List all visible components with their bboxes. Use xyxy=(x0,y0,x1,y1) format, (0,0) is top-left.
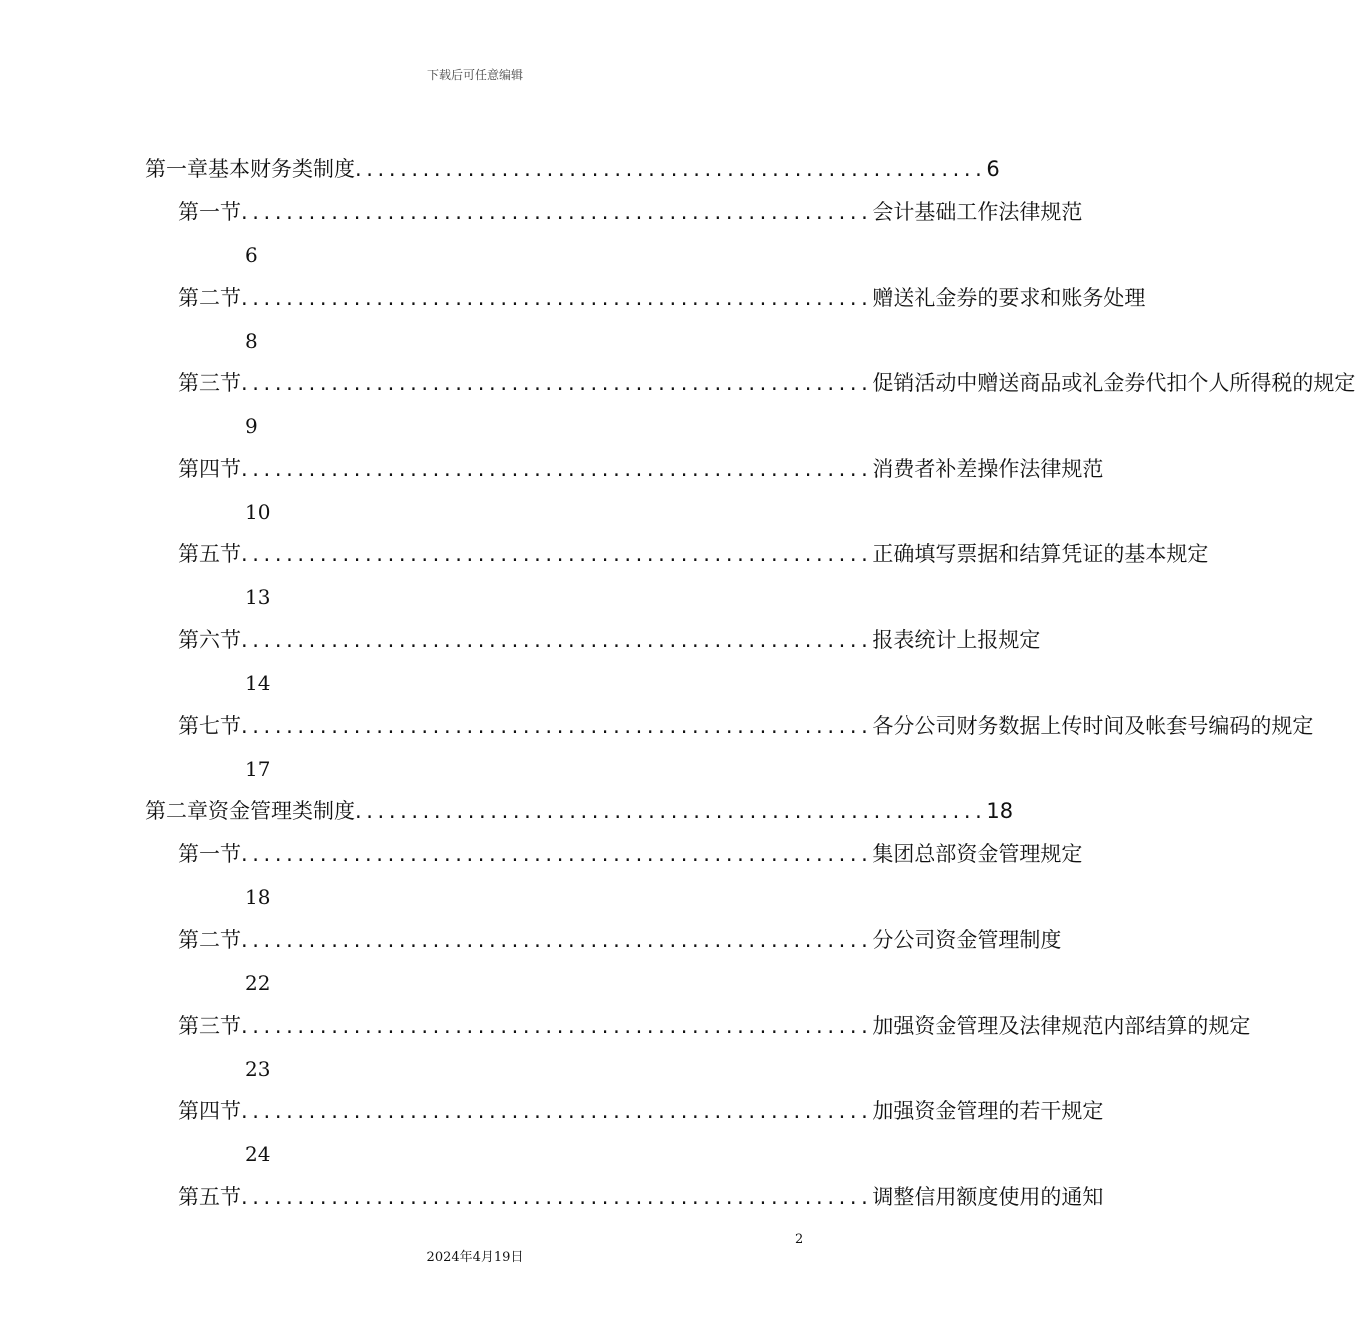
section-page: 14 xyxy=(245,671,271,695)
toc-section[interactable] xyxy=(178,454,1104,484)
toc-section[interactable] xyxy=(178,1096,1104,1126)
section-title: 集团总部资金管理规定 xyxy=(872,842,1083,866)
section-label: 第二节 xyxy=(178,928,241,952)
section-label: 第一节 xyxy=(178,200,241,224)
section-title: 报表统计上报规定 xyxy=(872,628,1041,652)
chapter-label: 第一章 xyxy=(145,157,208,181)
section-page: 13 xyxy=(245,585,271,609)
section-page: 17 xyxy=(245,757,271,781)
leader-dots: ........................................................ xyxy=(241,542,873,566)
section-page: 10 xyxy=(245,500,271,524)
leader-dots: ........................................................ xyxy=(355,157,987,181)
chapter-page: 6 xyxy=(986,157,1000,181)
section-title: 各分公司财务数据上传时间及帐套号编码的规定 xyxy=(872,714,1314,738)
toc-section[interactable] xyxy=(178,368,1355,398)
section-page: 24 xyxy=(245,1142,271,1166)
section-label: 第三节 xyxy=(178,1014,241,1038)
section-title: 正确填写票据和结算凭证的基本规定 xyxy=(872,542,1209,566)
leader-dots: ........................................................ xyxy=(241,200,873,224)
leader-dots: ........................................................ xyxy=(241,714,873,738)
section-page: 8 xyxy=(245,329,258,353)
toc-section[interactable] xyxy=(178,1182,1104,1212)
chapter-page: 18 xyxy=(986,799,1014,823)
toc-section[interactable] xyxy=(178,539,1209,569)
toc-chapter-2[interactable] xyxy=(145,796,1014,826)
toc-section[interactable] xyxy=(178,925,1062,955)
section-label: 第五节 xyxy=(178,542,241,566)
toc-section[interactable] xyxy=(178,839,1083,869)
footer-date: 2024年4月19日 xyxy=(426,1250,524,1265)
section-title: 赠送礼金券的要求和账务处理 xyxy=(872,286,1146,310)
toc-section[interactable] xyxy=(178,711,1314,741)
section-page: 23 xyxy=(245,1057,271,1081)
section-title: 消费者补差操作法律规范 xyxy=(872,457,1104,481)
leader-dots: ........................................................ xyxy=(241,628,873,652)
section-title: 加强资金管理及法律规范内部结算的规定 xyxy=(872,1014,1251,1038)
leader-dots: ........................................................ xyxy=(241,928,873,952)
chapter-title: 资金管理类制度 xyxy=(208,799,355,823)
section-label: 第四节 xyxy=(178,457,241,481)
chapter-label: 第二章 xyxy=(145,799,208,823)
section-label: 第三节 xyxy=(178,371,241,395)
leader-dots: ........................................................ xyxy=(355,799,987,823)
toc-chapter-1[interactable] xyxy=(145,154,1000,184)
section-label: 第六节 xyxy=(178,628,241,652)
section-title: 会计基础工作法律规范 xyxy=(872,200,1083,224)
section-title: 加强资金管理的若干规定 xyxy=(872,1099,1104,1123)
leader-dots: ........................................................ xyxy=(241,1014,873,1038)
leader-dots: ........................................................ xyxy=(241,1099,873,1123)
page-number: 2 xyxy=(795,1232,804,1247)
leader-dots: ........................................................ xyxy=(241,286,873,310)
section-title: 促销活动中赠送商品或礼金券代扣个人所得税的规定 xyxy=(872,371,1355,395)
leader-dots: ........................................................ xyxy=(241,371,873,395)
section-page: 18 xyxy=(245,885,271,909)
chapter-title: 基本财务类制度 xyxy=(208,157,355,181)
section-page: 9 xyxy=(245,414,258,438)
section-title: 调整信用额度使用的通知 xyxy=(872,1185,1104,1209)
toc-section[interactable] xyxy=(178,625,1041,655)
toc-section[interactable] xyxy=(178,197,1083,227)
leader-dots: ........................................................ xyxy=(241,842,873,866)
section-label: 第七节 xyxy=(178,714,241,738)
page-header: 下载后可任意编辑 xyxy=(426,68,523,82)
leader-dots: ........................................................ xyxy=(241,1185,873,1209)
toc-section[interactable] xyxy=(178,283,1146,313)
section-label: 第四节 xyxy=(178,1099,241,1123)
toc-section[interactable] xyxy=(178,1011,1251,1041)
section-title: 分公司资金管理制度 xyxy=(872,928,1062,952)
section-label: 第五节 xyxy=(178,1185,241,1209)
leader-dots: ........................................................ xyxy=(241,457,873,481)
section-page: 6 xyxy=(245,243,258,267)
section-label: 第一节 xyxy=(178,842,241,866)
section-page: 22 xyxy=(245,971,271,995)
section-label: 第二节 xyxy=(178,286,241,310)
